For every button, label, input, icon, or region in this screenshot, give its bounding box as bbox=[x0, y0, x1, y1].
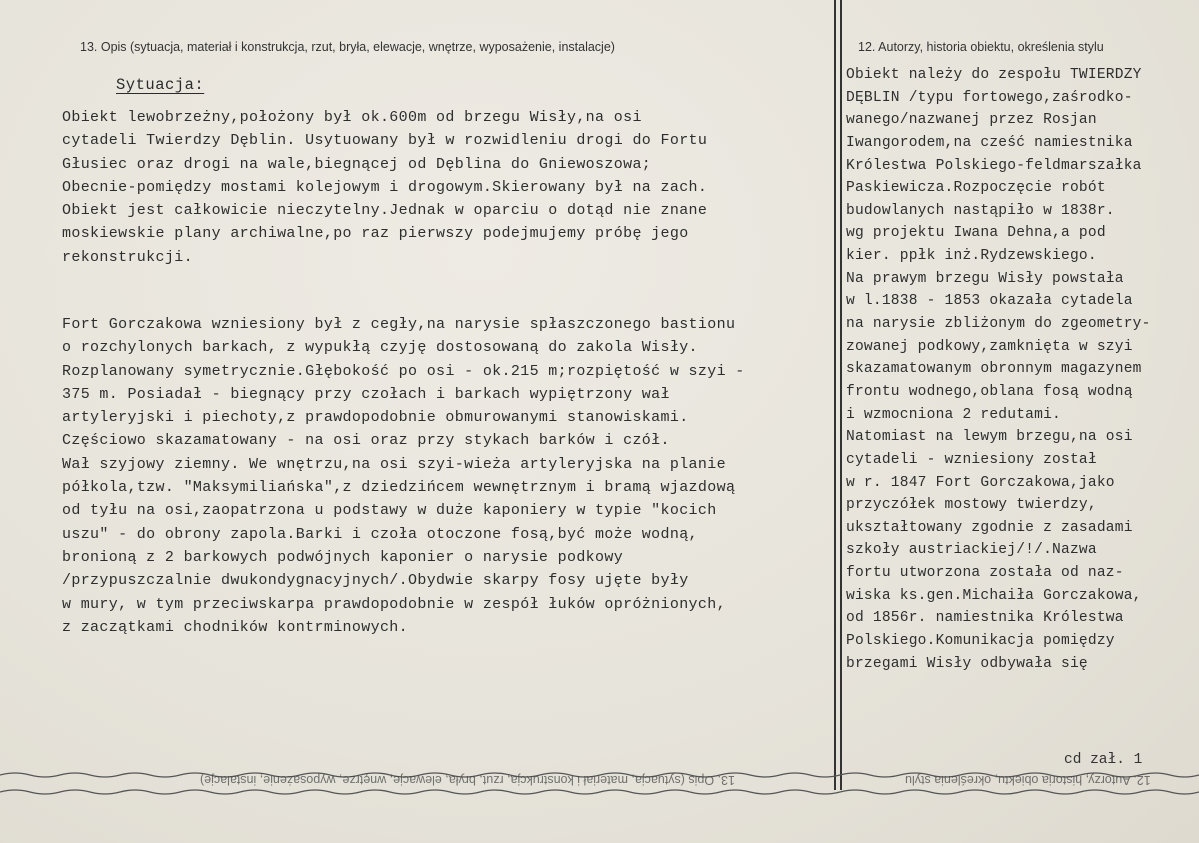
text-line: przyczółek mostowy twierdzy, bbox=[846, 497, 1097, 514]
text-line: frontu wodnego,oblana fosą wodną bbox=[846, 383, 1133, 400]
situation-paragraph bbox=[62, 106, 707, 269]
text-line: bronioną z 2 barkowych podwójnych kaponier o narysie podkowy bbox=[62, 548, 624, 566]
text-line: szkoły austriackiej/!/.Nazwa bbox=[846, 542, 1097, 559]
text-line: cytadeli - wzniesiony został bbox=[846, 451, 1097, 468]
text-line: Fort Gorczakowa wzniesiony był z cegły,na narysie spłaszczonego bastionu bbox=[62, 316, 736, 333]
text-line: w mury, w tym przeciwskarpa prawdopodobnie w zespół łuków opróżnionych, bbox=[62, 595, 726, 613]
text-line: wanego/nazwanej przez Rosjan bbox=[846, 112, 1097, 129]
fort-description-paragraph bbox=[62, 313, 745, 639]
text-line: Królestwa Polskiego-feldmarszałka bbox=[846, 157, 1142, 174]
situation-heading: Sytuacja: bbox=[116, 76, 205, 94]
text-line: w r. 1847 Fort Gorczakowa,jako bbox=[846, 474, 1115, 491]
text-line: z zaczątkami chodników kontrminowych. bbox=[62, 618, 409, 636]
text-line: Częściowo skazamatowany - na osi oraz przy stykach barków i czół. bbox=[62, 432, 670, 450]
text-line: wg projektu Iwana Dehna,a pod bbox=[846, 225, 1106, 242]
text-line: Na prawym brzegu Wisły powstała bbox=[846, 270, 1124, 287]
text-line: 375 m. Posiadał - biegnący przy czołach i barkach wypiętrzony wał bbox=[62, 385, 670, 403]
section-12-header: 12. Autorzy, historia obiektu, określenia stylu bbox=[858, 40, 1104, 54]
text-line: moskiewskie plany archiwalne,po raz pierwszy podejmujemy próbę jego bbox=[62, 225, 689, 243]
mirrored-section-12-header: 12. Autorzy, historia obiektu, określenia stylu bbox=[905, 773, 1151, 787]
text-line: rekonstrukcji. bbox=[62, 248, 193, 266]
text-line: wiska ks.gen.Michaiła Gorczakowa, bbox=[846, 587, 1142, 604]
column-divider bbox=[834, 0, 836, 790]
text-line: Natomiast na lewym brzegu,na osi bbox=[846, 429, 1133, 446]
text-line: /przypuszczalnie dwukondygnacyjnych/.Obydwie skarpy fosy ujęte były bbox=[62, 572, 689, 590]
text-line: budowlanych nastąpiło w 1838r. bbox=[846, 202, 1115, 219]
text-line: Polskiego.Komunikacja pomiędzy bbox=[846, 633, 1115, 650]
text-line: od tyłu na osi,zaopatrzona u podstawy w duże kaponiery w typie "kocich bbox=[62, 502, 717, 520]
text-line: Obecnie-pomiędzy mostami kolejowym i drogowym.Skierowany był na zach. bbox=[62, 178, 708, 196]
text-line: fortu utworzona została od naz- bbox=[846, 565, 1124, 582]
column-divider bbox=[840, 0, 842, 790]
text-line: artyleryjski i piechoty,z prawdopodobnie obmurowanymi stanowiskami. bbox=[62, 409, 689, 427]
text-line: kier. ppłk inż.Rydzewskiego. bbox=[846, 248, 1097, 265]
text-line: na narysie zbliżonym do zgeometry- bbox=[846, 316, 1151, 333]
text-line: DĘBLIN /typu fortowego,zaśrodko- bbox=[846, 89, 1133, 106]
text-line: półkola,tzw. "Maksymiliańska",z dziedzińcem wewnętrznym i bramą wjazdową bbox=[62, 479, 736, 497]
text-line: uszu" - do obrony zapola.Barki i czoła otoczone fosą,być może wodną, bbox=[62, 525, 698, 543]
text-line: Rozplanowany symetrycznie.Głębokość po osi - ok.215 m;rozpiętość w szyi - bbox=[62, 362, 745, 380]
text-line: Iwangorodem,na cześć namiestnika bbox=[846, 134, 1133, 151]
text-line: w l.1838 - 1853 okazała cytadela bbox=[846, 293, 1133, 310]
text-line: ukształtowany zgodnie z zasadami bbox=[846, 519, 1133, 536]
text-line: brzegami Wisły odbywała się bbox=[846, 655, 1088, 672]
text-line: Głusiec oraz drogi na wale,biegnącej od Dęblina do Gniewoszowa; bbox=[62, 155, 652, 173]
history-paragraph bbox=[846, 64, 1151, 675]
mirrored-section-13-header: 13. Opis (sytuacja, materiał i konstrukcja, rzut, bryła, elewacje, wnętrze, wyposażenie, instalacje) bbox=[200, 773, 735, 787]
text-line: od 1856r. namiestnika Królestwa bbox=[846, 610, 1124, 627]
text-line: skazamatowanym obronnym magazynem bbox=[846, 361, 1142, 378]
text-line: zowanej podkowy,zamknięta w szyi bbox=[846, 338, 1133, 355]
text-line: Wał szyjowy ziemny. We wnętrzu,na osi szyi-wieża artyleryjska na planie bbox=[62, 455, 726, 473]
text-line: cytadeli Twierdzy Dęblin. Usytuowany był w rozwidleniu drogi do Fortu bbox=[62, 132, 708, 150]
continuation-note: cd zał. 1 bbox=[1064, 752, 1143, 768]
text-line: Obiekt należy do zespołu TWIERDZY bbox=[846, 67, 1142, 83]
text-line: o rozchylonych barkach, z wypukłą czyję dostosowaną do zakola Wisły. bbox=[62, 339, 698, 357]
section-13-header: 13. Opis (sytuacja, materiał i konstrukcja, rzut, bryła, elewacje, wnętrze, wyposażenie, instalacje) bbox=[80, 40, 615, 54]
text-line: Obiekt jest całkowicie nieczytelny.Jednak w oparciu o dotąd nie znane bbox=[62, 202, 708, 220]
text-line: Paskiewicza.Rozpoczęcie robót bbox=[846, 180, 1106, 197]
text-line: i wzmocniona 2 redutami. bbox=[846, 406, 1061, 423]
text-line: Obiekt lewobrzeżny,położony był ok.600m od brzegu Wisły,na osi bbox=[62, 109, 642, 126]
